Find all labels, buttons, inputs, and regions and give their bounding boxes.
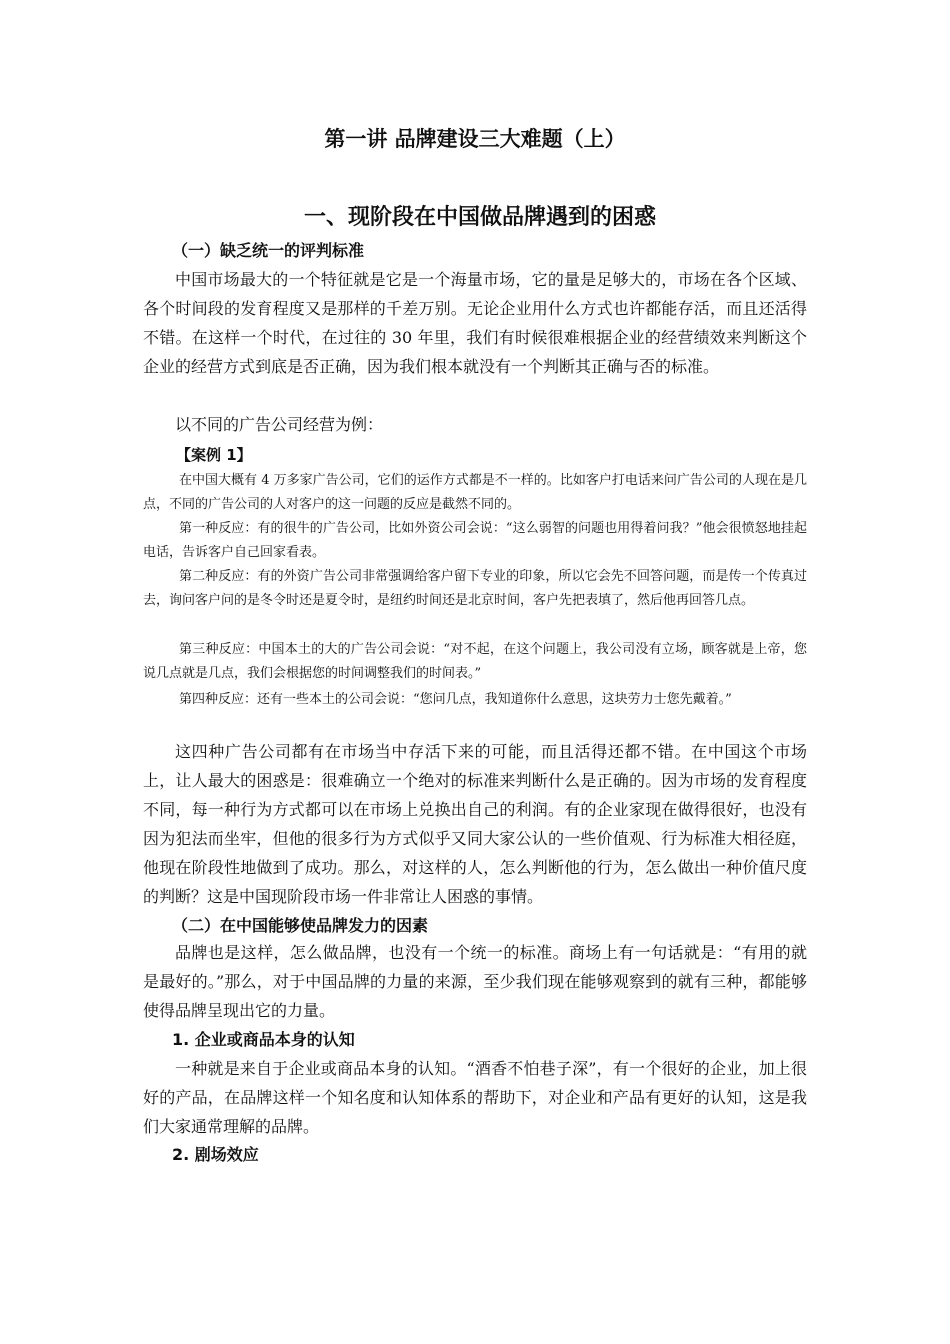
paragraph-5: 一种就是来自于企业或商品本身的认知。“酒香不怕巷子深”，有一个很好的企业，加上很好的产品，在品牌这样一个知名度和认知体系的帮助下，对企业和产品有更好的认知，这是我们大家通常理解的品牌。: [143, 1059, 807, 1136]
case-paragraph-1: 在中国大概有 4 万多家广告公司，它们的运作方式都是不一样的。比如客户打电话来问广告公司的人现在是几点，不同的广告公司的人对客户的这一问题的反应是截然不同的。: [143, 473, 807, 512]
case-paragraph-4: 第三种反应：中国本土的大的广告公司会说：“对不起，在这个问题上，我公司没有立场，顾客就是上帝，您说几点就是几点，我们会根据您的时间调整我们的时间表。”: [143, 642, 807, 681]
subsection-heading-4: 2. 剧场效应: [172, 1145, 259, 1164]
subsection-heading-3: 1. 企业或商品本身的认知: [172, 1030, 355, 1049]
paragraph-2: 以不同的广告公司经营为例：: [175, 415, 384, 434]
case-paragraph-3: 第二种反应：有的外资广告公司非常强调给客户留下专业的印象，所以它会先不回答问题，而是传一个传真过去，询问客户问的是冬令时还是夏令时，是纽约时间还是北京时间，客户先把表填了，然后他再回答几点。: [143, 569, 807, 608]
paragraph-1: 中国市场最大的一个特征就是它是一个海量市场，它的量是足够大的，市场在各个区域、各个时间段的发育程度又是那样的千差万别。无论企业用什么方式也许都能存活，而且还活得不错。在这样一个时代，在过往的 30 年里，我们有时候很难根据企业的经营绩效来判断这个企业的经营方式到底是否正确，因为我们根本就没有一个判断其正确与否的标准。: [143, 270, 807, 376]
paragraph-3: 这四种广告公司都有在市场当中存活下来的可能，而且活得还都不错。在中国这个市场上，让人最大的困惑是：很难确立一个绝对的标准来判断什么是正确的。因为市场的发育程度不同，每一种行为方式都可以在市场上兑换出自己的利润。有的企业家现在做得很好，也没有因为犯法而坐牢，但他的很多行为方式似乎又同大家公认的一些价值观、行为标准大相径庭，他现在阶段性地做到了成功。那么，对这样的人，怎么判断他的行为，怎么做出一种价值尺度的判断？这是中国现阶段市场一件非常让人困惑的事情。: [143, 742, 807, 906]
case-paragraph-2: 第一种反应：有的很牛的广告公司，比如外资公司会说：“这么弱智的问题也用得着问我？”他会很愤怒地挂起电话，告诉客户自己回家看表。: [143, 521, 807, 560]
section-title: 一、现阶段在中国做品牌遇到的困惑: [303, 205, 656, 230]
lecture-title: 第一讲 品牌建设三大难题（上）: [324, 127, 626, 151]
subsection-heading-1: （一）缺乏统一的评判标准: [172, 241, 365, 260]
case-label: 【案例 1】: [176, 446, 252, 464]
subsection-heading-2: （二）在中国能够使品牌发力的因素: [172, 916, 429, 935]
case-paragraph-5: 第四种反应：还有一些本土的公司会说：“您问几点，我知道你什么意思，这块劳力士您先戴着。”: [179, 692, 732, 707]
paragraph-4: 品牌也是这样，怎么做品牌，也没有一个统一的标准。商场上有一句话就是：“有用的就是最好的。”那么，对于中国品牌的力量的来源，至少我们现在能够观察到的就有三种，都能够使得品牌呈现出它的力量。: [143, 943, 807, 1020]
